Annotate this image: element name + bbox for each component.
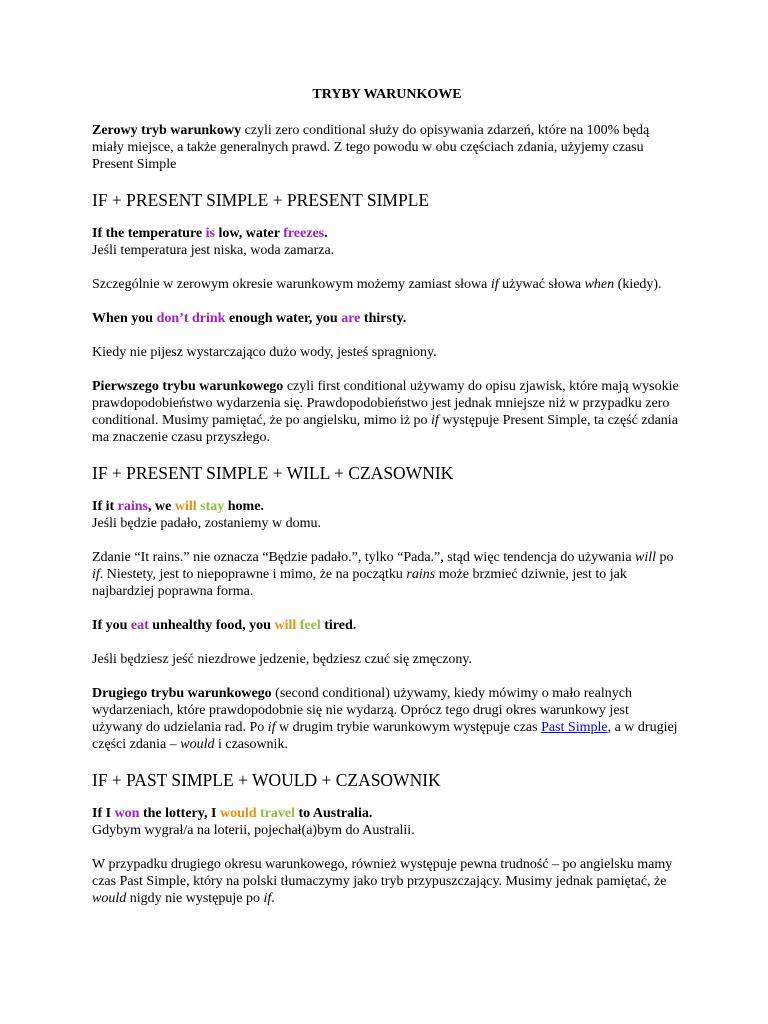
example-text: home. [224, 499, 264, 514]
example-verb: don’t drink [156, 311, 226, 326]
example-text: enough water, you [225, 311, 342, 326]
example-text: If it [92, 499, 118, 514]
note-text: . Niestety, jest to niepoprawne i mimo, że na początku [99, 567, 407, 582]
zero-example-1 [92, 225, 682, 259]
zero-intro-text: czyli zero conditional służy do opisywania zdarzeń, które na 100% będą miały miejsce, a także generalnych prawd. Z tego powodu w obu częściach zdania, użyjemy czasu Present Simple [92, 123, 650, 172]
note-text: używać słowa [498, 277, 585, 292]
example-verb: freezes [283, 226, 325, 241]
note-italic: if [92, 567, 100, 582]
example-sentence [92, 498, 682, 515]
example-text: low, water [215, 226, 284, 241]
note-text: Szczególnie w zerowym okresie warunkowym możemy zamiast słowa [92, 277, 491, 292]
intro-italic: would [180, 737, 215, 752]
document-page [92, 84, 682, 924]
second-conditional-intro [92, 685, 682, 753]
example-translation: Jeśli będziesz jeść niezdrowe jedzenie, będziesz czuć się zmęczony. [92, 652, 473, 667]
example-text: unhealthy food, you [148, 618, 275, 633]
first-intro-text: czyli first conditional używamy do opisu zjawisk, które mają wysokie prawdopodobieństwo wydarzenia się. Prawdopodobieństwo jest jednak mniejsze niż w przypadku zero conditional. Musimy pamiętać, że po angielsku, mimo iż po [92, 379, 679, 428]
note-text: po [656, 550, 674, 565]
example-modal: would [219, 806, 257, 821]
note-italic: would [92, 891, 127, 906]
second-example-1 [92, 805, 682, 839]
example-translation: Jeśli temperatura jest niska, woda zamarza. [92, 243, 335, 258]
example-text: thirsty. [360, 311, 407, 326]
first-example-2 [92, 617, 682, 634]
zero-intro-bold: Zerowy tryb warunkowy [92, 123, 242, 138]
when-note [92, 276, 682, 293]
note-italic: rains [406, 567, 436, 582]
intro-italic: if [267, 720, 276, 735]
example-text: If the temperature [92, 226, 206, 241]
note-text: . [271, 891, 275, 906]
first-example-1 [92, 498, 682, 532]
example-text: If you [92, 618, 131, 633]
first-intro-text: występuje Present Simple, ta część zdania ma znaczenie czasu przyszłego. [92, 413, 678, 445]
intro-italic: if [431, 413, 439, 428]
example-verb: are [341, 311, 361, 326]
example-text: If I [92, 806, 115, 821]
note-text: może brzmieć dziwnie, jest to jak najbardziej poprawna forma. [92, 567, 627, 599]
zero-conditional-intro [92, 122, 682, 173]
example-verb: stay [200, 499, 225, 514]
second-intro-text: (second conditional) używamy, kiedy mówimy o mało realnych wydarzeniach, które prawdopodobnie się nie wydarzą. Oprócz tego drugi okres warunkowy jest używany do udzielania rad. Po [92, 686, 632, 735]
example-verb: travel [260, 806, 296, 821]
example-verb: won [114, 806, 140, 821]
example-verb: rains [117, 499, 149, 514]
first-formula-heading: IF + PRESENT SIMPLE + WILL + CZASOWNIK [92, 463, 454, 483]
note-text: nigdy nie występuje po [126, 891, 264, 906]
example-sentence [92, 225, 682, 242]
first-conditional-intro [92, 378, 682, 446]
document-title: TRYBY WARUNKOWE [312, 87, 462, 102]
first-intro-bold: Pierwszego trybu warunkowego [92, 379, 284, 394]
example-text: When you [92, 311, 157, 326]
example-verb: feel [299, 618, 321, 633]
example-text: , we [148, 499, 175, 514]
note-text: W przypadku drugiego okresu warunkowego, również występuje pewna trudność – po angielsku mamy czas Past Simple, który na polski tłumaczymy jako tryb przypuszczający. Musimy jednak pamiętać, że [92, 857, 673, 889]
note-text: (kiedy). [614, 277, 662, 292]
second-formula-heading: IF + PAST SIMPLE + WOULD + CZASOWNIK [92, 770, 441, 790]
example-verb: is [205, 226, 215, 241]
example-modal: will [274, 618, 297, 633]
zero-example-2 [92, 310, 682, 327]
note-italic: if [490, 277, 499, 292]
second-note [92, 856, 682, 907]
note-italic: will [635, 550, 657, 565]
note-italic: when [584, 277, 615, 292]
note-text: Zdanie “It rains.” nie oznacza “Będzie padało.”, tylko “Pada.”, stąd więc tendencja do używania [92, 550, 636, 565]
example-text: the lottery, I [139, 806, 220, 821]
example-translation: Kiedy nie pijesz wystarczająco dużo wody, jesteś spragniony. [92, 345, 437, 360]
example-translation: Gdybym wygrał/a na loterii, pojechał(a)bym do Australii. [92, 823, 415, 838]
second-intro-text: , a w drugiej części zdania – [92, 720, 678, 752]
example-text: to Australia. [295, 806, 373, 821]
example-verb: eat [130, 618, 149, 633]
example-translation: Jeśli będzie padało, zostaniemy w domu. [92, 516, 321, 531]
example-text: . [324, 226, 328, 241]
second-intro-text: w drugim trybie warunkowym występuje czas [275, 720, 542, 735]
example-text: tired. [320, 618, 357, 633]
example-sentence [92, 805, 682, 822]
past-simple-link[interactable]: Past Simple [541, 720, 608, 735]
first-note [92, 549, 682, 600]
second-intro-text: i czasownik. [214, 737, 288, 752]
second-intro-bold: Drugiego trybu warunkowego [92, 686, 272, 701]
example-modal: will [174, 499, 197, 514]
note-italic: if [263, 891, 272, 906]
zero-formula-heading: IF + PRESENT SIMPLE + PRESENT SIMPLE [92, 190, 430, 210]
